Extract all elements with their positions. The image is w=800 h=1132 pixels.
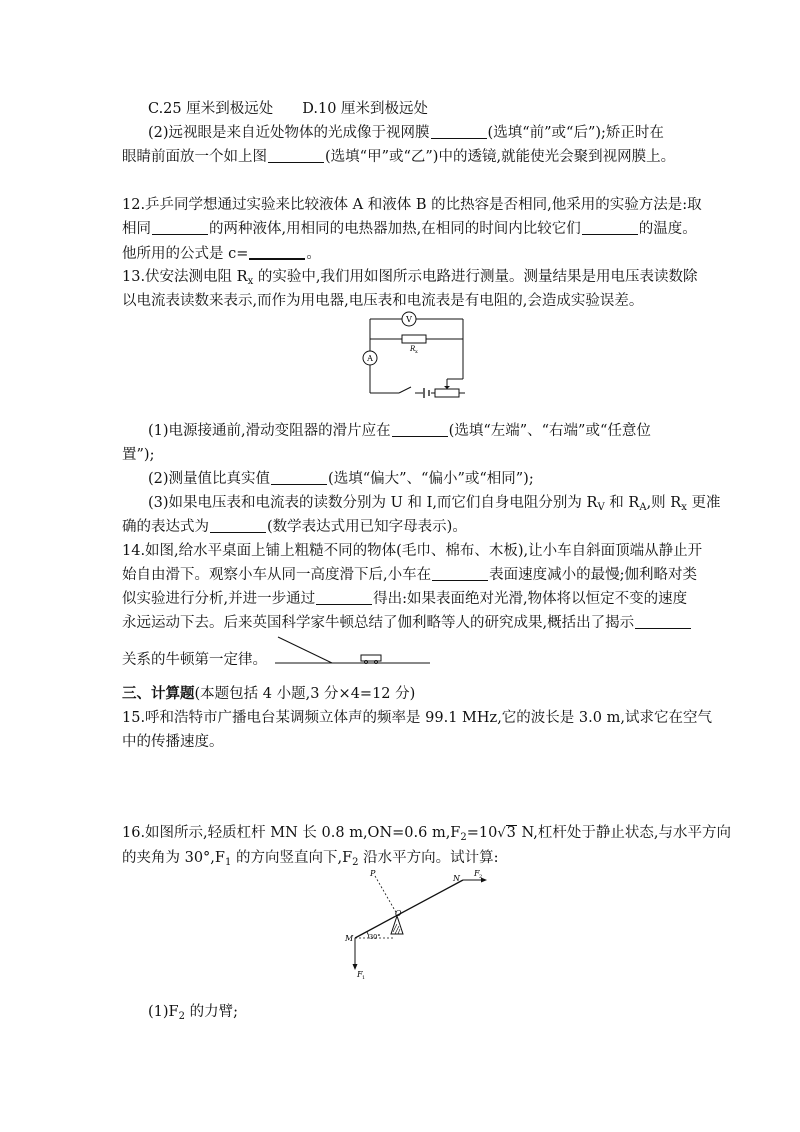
- answer-blank[interactable]: [210, 517, 266, 533]
- lever-diagram: [335, 866, 495, 986]
- q13-line2: 以电流表读数来表示,而作为用电器,电压表和电流表是有电阻的,会造成实验误差。: [122, 293, 644, 309]
- svg-text:P: P: [370, 869, 376, 878]
- q11-options: C.25 厘米到极远处 D.10 厘米到极远处: [148, 101, 429, 117]
- q11-part2-line1: (2)远视眼是来自近处物体的光成像于视网膜 (选填“前”或“后”);矫正时在: [148, 125, 664, 141]
- q13-line1: 13.伏安法测电阻 $R_x$ 的实验中,我们用如图所示电路进行测量。测量结果是用电压表读数除: [122, 269, 698, 287]
- q13-part1-line2: 置”);: [122, 447, 155, 463]
- answer-blank[interactable]: [152, 219, 208, 235]
- svg-text:30°: 30°: [369, 933, 381, 941]
- svg-text:N: N: [453, 874, 460, 883]
- q15-line1: 15.呼和浩特市广播电台某调频立体声的频率是 99.1 MHz,它的波长是 3.0 m,试求它在空气: [122, 710, 712, 726]
- q15-line2: 中的传播速度。: [122, 734, 224, 750]
- svg-text:2: 2: [479, 874, 483, 880]
- answer-blank[interactable]: [432, 565, 488, 581]
- q13-part1-line1: (1)电源接通前,滑动变阻器的滑片应在 (选填“左端”、“右端”或“任意位: [148, 423, 651, 439]
- svg-text:V: V: [406, 315, 412, 324]
- svg-text:M: M: [345, 934, 354, 943]
- answer-blank[interactable]: [268, 147, 324, 163]
- q16-line1: 16.如图所示,轻质杠杆 MN 长 0.8 m,ON=0.6 $m,F_2=10√3$ N,杠杆处于静止状态,与水平方向: [122, 825, 731, 843]
- answer-blank[interactable]: [249, 243, 305, 260]
- q12-line3: 他所用的公式是 c= 。: [122, 243, 321, 264]
- answer-blank[interactable]: [316, 589, 372, 605]
- q14-line4: 永远运动下去。后来英国科学家牛顿总结了伽利略等人的研究成果,概括出了揭示: [122, 613, 692, 633]
- svg-text:F: F: [357, 970, 363, 979]
- answer-blank[interactable]: [582, 219, 638, 235]
- answer-blank[interactable]: [431, 123, 487, 139]
- svg-text:A: A: [367, 354, 373, 363]
- cart-icon: [361, 655, 381, 661]
- answer-blank[interactable]: [392, 421, 448, 437]
- section3-heading: 三、计算题(本题包括 4 小题,3 分×4=12 分): [122, 686, 416, 702]
- q14-line1: 14.如图,给水平桌面上铺上粗糙不同的物体(毛巾、棉布、木板),让小车自斜面顶端从静止开: [122, 543, 703, 559]
- q12-line1: 12.乒乒同学想通过实验来比较液体 A 和液体 B 的比热容是否相同,他采用的实验方法是:取: [122, 197, 702, 213]
- q14-line2: 始自由滑下。观察小车从同一高度滑下后,小车在 表面速度减小的最慢;伽利略对类: [122, 567, 697, 583]
- q11-part2-line2: 眼睛前面放一个如上图 (选填“甲”或“乙”)中的透镜,就能使光会聚到视网膜上。: [122, 149, 676, 165]
- answer-blank[interactable]: [635, 613, 691, 629]
- ramp-diagram: [270, 633, 435, 669]
- q14-line5: 关系的牛顿第一定律。: [122, 652, 267, 668]
- q14-line3: 似实验进行分析,并进一步通过 得出:如果表面绝对光滑,物体将以恒定不变的速度: [122, 591, 688, 607]
- svg-text:1: 1: [362, 975, 366, 981]
- circuit-diagram: [355, 305, 475, 405]
- q16-part1: $(1)F_2$ 的力臂;: [148, 1004, 238, 1022]
- svg-text:O: O: [395, 909, 402, 918]
- q13-part3-line1: (3)如果电压表和电流表的读数分别为 U 和 I,而它们自身电阻分别为 $R_V$ 和 $R_A$,则 $R_x$ 更准: [148, 495, 721, 513]
- svg-text:R: R: [410, 345, 416, 353]
- fulcrum-icon: [391, 916, 403, 934]
- svg-text:x: x: [415, 349, 418, 355]
- q13-part2: (2)测量值比真实值 (选填“偏大”、“偏小”或“相同”);: [148, 471, 534, 487]
- q16-line2: 的夹角为 $30^\circ,F_1$ 的方向竖直向下$,F_2$ 沿水平方向。试计算:: [122, 850, 499, 868]
- answer-blank[interactable]: [271, 469, 327, 485]
- q13-part3-line2: 确的表达式为 (数学表达式用已知字母表示)。: [122, 519, 467, 535]
- q12-line2: 相同 的两种液体,用相同的电热器加热,在相同的时间内比较它们 的温度。: [122, 221, 697, 237]
- svg-text:F: F: [474, 869, 480, 878]
